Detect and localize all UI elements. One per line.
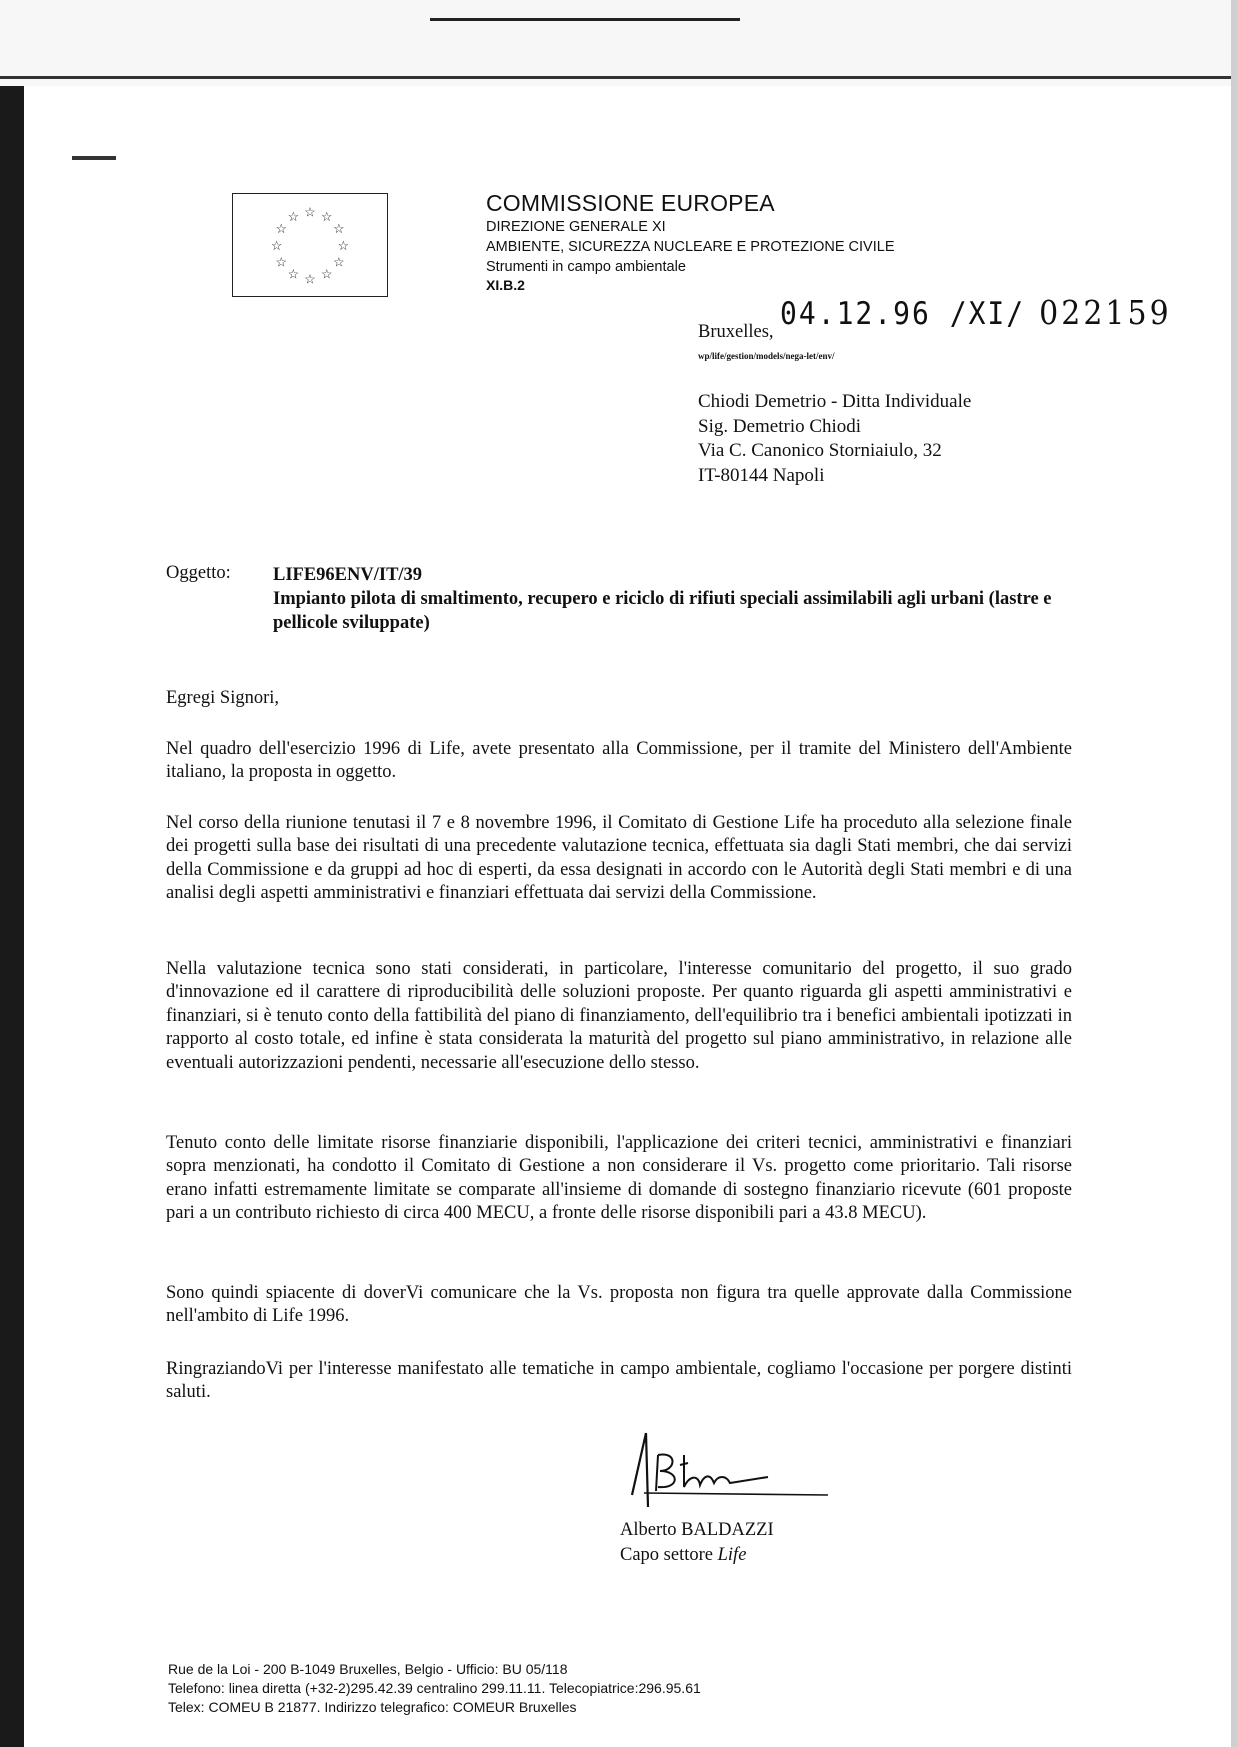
subject-title: Impianto pilota di smaltimento, recupero e riciclo di rifiuti speciali assimilabili agli urbani (lastre e pellicole sviluppate)	[273, 589, 1052, 633]
directorate: DIREZIONE GENERALE XI	[486, 219, 666, 235]
recipient-line: Via C. Canonico Storniaiulo, 32	[698, 440, 942, 461]
scan-line	[0, 76, 1237, 79]
star-icon: ☆	[333, 255, 345, 271]
scan-left-edge	[0, 86, 24, 1747]
footer	[168, 1660, 701, 1717]
star-icon: ☆	[275, 255, 287, 271]
scan-top-margin	[0, 0, 1237, 88]
subject	[273, 563, 1073, 635]
footer-line: Telefono: linea diretta (+32-2)295.42.39 centralino 299.11.11. Telecopiatrice:296.95.61	[168, 1680, 701, 1696]
place: Bruxelles,	[698, 322, 774, 342]
star-icon: ☆	[304, 272, 316, 288]
margin-mark	[72, 156, 116, 160]
department: AMBIENTE, SICUREZZA NUCLEARE E PROTEZIONE CIVILE	[486, 239, 895, 255]
body-paragraph: Nel corso della riunione tenutasi il 7 e 8 novembre 1996, il Comitato di Gestione Life ha proceduto alla selezione finale dei progetti sulla base dei risultati di una precedente valutazione tecnica, effettuata sia dagli Stati membri, che dai servizi della Commissione e da gruppi ad hoc di esperti, da essa designati in accordo con le Autorità degli Stati membri e di una analisi degli aspetti amministrativi e finanziari effettuata dai servizi della Commissione.	[166, 813, 1072, 904]
signer-title-prefix: Capo settore	[620, 1545, 713, 1565]
signer-title	[620, 1543, 774, 1568]
star-icon: ☆	[337, 238, 350, 254]
reference-stamp	[780, 294, 1172, 333]
star-icon: ☆	[287, 210, 300, 226]
stamp-date-ref: 04.12.96 /XI/	[780, 295, 1026, 332]
subject-code: LIFE96ENV/IT/39	[273, 565, 423, 585]
signer-title-italic: Life	[717, 1545, 747, 1565]
recipient-line: IT-80144 Napoli	[698, 464, 825, 486]
body-paragraph: RingraziandoVi per l'interesse manifestato alle tematiche in campo ambientale, cogliamo l'occasione per porgere distinti saluti.	[166, 1359, 1072, 1403]
org-name: COMMISSIONE EUROPEA	[486, 190, 775, 216]
star-icon: ☆	[287, 267, 300, 283]
body-paragraph: Sono quindi spiacente di doverVi comunicare che la Vs. proposta non figura tra quelle approvate dalla Commissione nell'ambito di Life 1996.	[166, 1283, 1072, 1327]
eu-flag-logo	[232, 193, 388, 297]
letterhead	[486, 190, 895, 293]
body-paragraph: Nel quadro dell'esercizio 1996 di Life, avete presentato alla Commissione, per il tramite del Ministero dell'Ambiente italiano, la proposta in oggetto.	[166, 739, 1072, 783]
recipient-line: Sig. Demetrio Chiodi	[698, 415, 862, 437]
handwritten-signature	[618, 1425, 838, 1513]
unit-reference: XI.B.2	[486, 277, 525, 293]
stamp-number: 022159	[1039, 294, 1172, 333]
star-icon: ☆	[320, 210, 333, 226]
footer-line: Rue de la Loi - 200 B-1049 Bruxelles, Belgio - Ufficio: BU 05/118	[168, 1661, 568, 1677]
body-paragraph: Nella valutazione tecnica sono stati considerati, in particolare, l'interesse comunitario del progetto, il suo grado d'innovazione ed il carattere di riproducibilità delle soluzioni proposte. Per quanto riguarda gli aspetti amministrativi e finanziari, si è tenuto conto della fattibilità del piano di finanziamento, dell'equilibrio tra i benefici ambientali ipotizzati in rapporto al costo totale, ed infine è stata considerata la maturità del progetto sul piano amministrativo, in relazione alle eventuali autorizzazioni pendenti, necessarie all'esecuzione dello stesso.	[166, 959, 1072, 1073]
recipient-address	[698, 390, 971, 488]
scan-right-edge	[1231, 0, 1237, 1747]
greeting: Egregi Signori,	[166, 688, 280, 708]
star-icon: ☆	[304, 205, 316, 221]
signer-name: Alberto BALDAZZI	[620, 1520, 774, 1540]
star-icon: ☆	[320, 267, 333, 283]
footer-line: Telex: COMEU B 21877. Indirizzo telegrafico: COMEUR Bruxelles	[168, 1699, 577, 1715]
star-icon: ☆	[333, 222, 345, 238]
unit: Strumenti in campo ambientale	[486, 259, 686, 275]
star-icon: ☆	[270, 238, 283, 254]
star-icon: ☆	[275, 222, 287, 238]
subject-label: Oggetto:	[166, 563, 231, 583]
signer	[620, 1518, 774, 1568]
file-path: wp/life/gestion/models/nega-let/env/	[698, 351, 835, 361]
recipient-line: Chiodi Demetrio - Ditta Individuale	[698, 391, 972, 412]
scan-line	[430, 18, 740, 21]
body-paragraph: Tenuto conto delle limitate risorse finanziarie disponibili, l'applicazione dei criteri tecnici, amministrativi e finanziari sopra menzionati, ha condotto il Comitato di Gestione a non considerare il Vs. progetto come prioritario. Tali risorse erano infatti estremamente limitate se comparate all'insieme di domande di sostegno finanziario ricevute (601 proposte pari a un contributo richiesto di circa 400 MECU, a fronte delle risorse disponibili pari a 43.8 MECU).	[166, 1133, 1072, 1224]
